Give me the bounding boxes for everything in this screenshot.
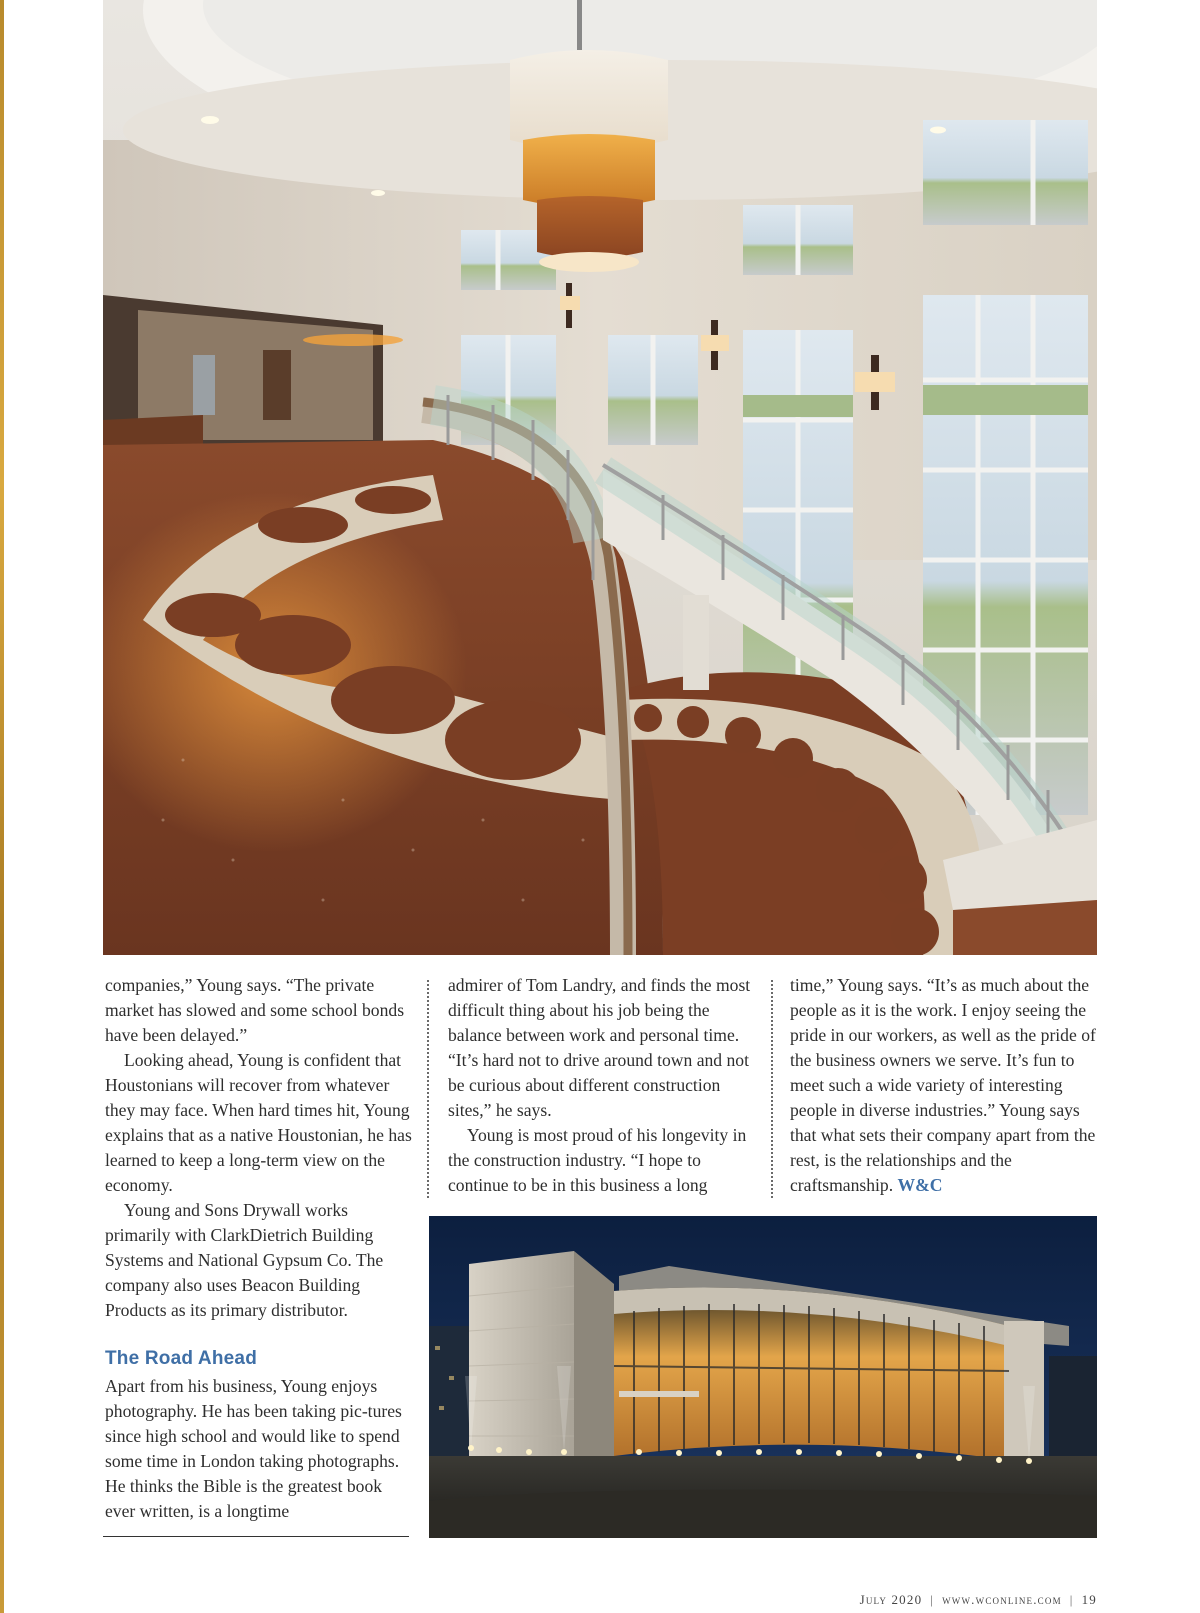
column-divider bbox=[771, 980, 773, 1198]
end-mark: W&C bbox=[897, 1175, 943, 1195]
lobby-illustration bbox=[103, 0, 1097, 955]
page-footer bbox=[860, 1592, 1097, 1608]
paragraph: admirer of Tom Landry, and finds the most difficult thing about his job being the balance between work and personal time. “It’s hard not to drive around town and not be curious about different construction sites,” he says. bbox=[448, 975, 751, 1120]
paragraph: companies,” Young says. “The private market has slowed and some school bonds have been delayed.” bbox=[105, 975, 405, 1045]
column-bottom-rule bbox=[103, 1536, 409, 1537]
photo-building-night bbox=[429, 1216, 1097, 1538]
hero-photo-lobby-staircase bbox=[103, 0, 1097, 955]
article-column-3 bbox=[790, 973, 1098, 1198]
paragraph: Apart from his business, Young enjoys photography. He has been taking pic-tures since high school and would like to spend some time in London taking photographs. He thinks the Bible is the greatest book ever written, is a longtime bbox=[105, 1376, 402, 1521]
page-number: 19 bbox=[1081, 1592, 1097, 1607]
article-column-2 bbox=[448, 973, 758, 1198]
paragraph-text: time,” Young says. “It’s as much about the people as it is the work. I enjoy seeing the pride in our workers, as well as the pride of the business owners we serve. It’s fun to meet such a wide variety of interesting people in diverse industries.” Young says that what sets their company apart from the rest, is the relationships and the craftsmanship. bbox=[790, 975, 1096, 1195]
website-link[interactable]: www.wconline.com bbox=[942, 1592, 1062, 1607]
section-heading: The Road Ahead bbox=[105, 1348, 257, 1369]
issue-date: July 2020 bbox=[859, 1592, 923, 1607]
paragraph: Looking ahead, Young is confident that Houstonians will recover from whatever they may face. When hard times hit, Young explains that as a native Houstonian, he has learned to keep a long-term view on the economy. bbox=[105, 1050, 412, 1195]
article-column-1-continued bbox=[105, 1374, 415, 1524]
column-divider bbox=[427, 980, 429, 1198]
article-column-1 bbox=[105, 973, 413, 1323]
paragraph bbox=[790, 973, 1098, 1198]
footer-separator: | bbox=[1069, 1592, 1074, 1607]
page-edge-strip bbox=[0, 0, 4, 1613]
paragraph: Young and Sons Drywall works primarily with ClarkDietrich Building Systems and National Gypsum Co. The company also uses Beacon Building Products as its primary distributor. bbox=[105, 1200, 384, 1320]
paragraph: Young is most proud of his longevity in the construction industry. “I hope to continue to be in this business a long bbox=[448, 1125, 747, 1195]
building-night-illustration bbox=[429, 1216, 1097, 1538]
footer-separator: | bbox=[930, 1592, 935, 1607]
